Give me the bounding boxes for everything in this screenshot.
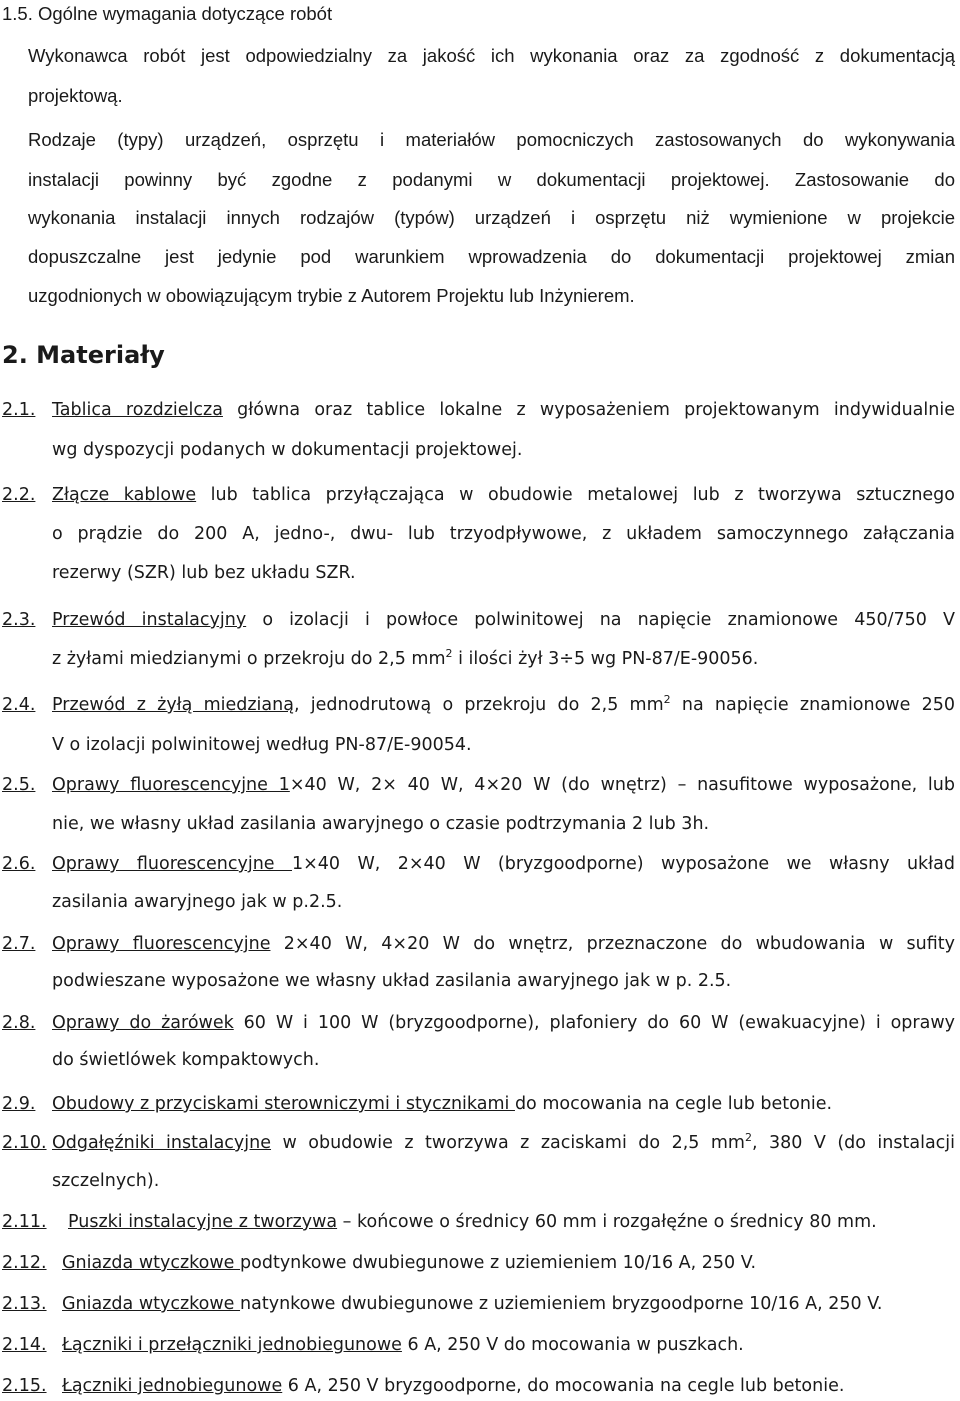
item-term: Łączniki i przełączniki jednobiegunowe — [62, 1335, 402, 1355]
item-text: , jednodrutową o przekroju do 2,5 mm — [293, 695, 664, 715]
item-number: 2.5. — [2, 775, 36, 795]
item-number: 2.12. — [2, 1253, 47, 1273]
item-text: z żyłami miedzianymi o przekroju do 2,5 mm — [52, 649, 446, 669]
item-term: Oprawy fluorescencyjne — [52, 854, 292, 874]
item-line-1 — [52, 398, 955, 422]
item-number: 2.7. — [2, 934, 36, 954]
item-text: 6 A, 250 V bryzgoodporne, do mocowania na cegle lub betonie. — [282, 1376, 845, 1396]
superscript: 2 — [663, 693, 671, 706]
intro-paragraph-2-line-2: instalacji powinny być zgodne z podanymi w dokumentacji projektowej. Zastosowanie do — [28, 169, 955, 190]
item-text: – końcowe o średnicy 60 mm i rozgałęźne o średnicy 80 mm. — [337, 1212, 877, 1232]
item-line-2: wg dyspozycji podanych w dokumentacji projektowej. — [52, 440, 523, 460]
item-text: 2×40 W, 4×20 W do wnętrz, przeznaczone do wbudowania w sufity — [270, 934, 956, 954]
item-line-1 — [52, 773, 955, 797]
item-term: Przewód z żyłą miedzianą — [52, 695, 294, 715]
item-number: 2.2. — [2, 485, 36, 505]
item-line-2: podwieszane wyposażone we własny układ zasilania awaryjnego jak w p. 2.5. — [52, 971, 732, 991]
item-line-1 — [52, 852, 955, 876]
item-number: 2.1. — [2, 400, 36, 420]
item-text: lub tablica przyłączająca w obudowie metalowej lub z tworzywa sztucznego — [196, 485, 955, 505]
item-line-1 — [52, 483, 955, 507]
item-number: 2.4. — [2, 695, 36, 715]
item-term: Oprawy fluorescencyjne — [52, 934, 271, 954]
item-text: i ilości żył 3÷5 wg PN-87/E-90056. — [452, 649, 759, 669]
item-line-1 — [62, 1374, 960, 1398]
superscript: 2 — [445, 647, 453, 660]
item-line-2: szczelnych). — [52, 1171, 160, 1191]
item-number: 2.10. — [2, 1133, 47, 1153]
item-number: 2.13. — [2, 1294, 47, 1314]
item-number: 2.9. — [2, 1094, 36, 1114]
materials-heading: 2. Materiały — [2, 341, 165, 369]
item-text: 1×40 W, 2×40 W (bryzgoodporne) wyposażone we własny układ — [291, 854, 955, 874]
item-line-1 — [52, 693, 955, 717]
item-line-1 — [52, 1131, 955, 1155]
item-line-2 — [52, 647, 955, 671]
intro-paragraph-2-line-4: dopuszczalne jest jedynie pod warunkiem wprowadzenia do dokumentacji projektowej zmian — [28, 246, 955, 267]
item-text: , 380 V (do instalacji — [751, 1133, 956, 1153]
item-line-3: rezerwy (SZR) lub bez układu SZR. — [52, 563, 356, 583]
item-text: 6 A, 250 V do mocowania w puszkach. — [401, 1335, 744, 1355]
item-text: w obudowie z tworzywa z zaciskami do 2,5 mm — [271, 1133, 745, 1153]
item-term: Przewód instalacyjny — [52, 610, 247, 630]
item-term: Gniazda wtyczkowe — [62, 1253, 241, 1273]
item-text: na napięcie znamionowe 250 — [670, 695, 956, 715]
item-number: 2.11. — [2, 1212, 47, 1232]
item-line-1 — [62, 1333, 960, 1357]
item-term: Gniazda wtyczkowe — [62, 1294, 241, 1314]
item-term: Tablica rozdzielcza — [52, 400, 223, 420]
item-line-2: nie, we własny układ zasilania awaryjnego o czasie podtrzymania 2 lub 3h. — [52, 814, 710, 834]
item-text: natynkowe dwubiegunowe z uziemieniem bryzgoodporne 10/16 A, 250 V. — [240, 1294, 883, 1314]
item-line-1 — [52, 1011, 955, 1035]
item-line-1 — [52, 608, 955, 632]
intro-paragraph-2-line-3: wykonania instalacji innych rodzajów (typów) urządzeń i osprzętu niż wymienione w projekcie — [28, 207, 955, 228]
superscript: 2 — [744, 1131, 752, 1144]
item-text: podtynkowe dwubiegunowe z uziemieniem 10/16 A, 250 V. — [240, 1253, 757, 1273]
item-line-1 — [52, 932, 955, 956]
item-number: 2.3. — [2, 610, 36, 630]
item-number: 2.8. — [2, 1013, 36, 1033]
item-line-1 — [62, 1292, 960, 1316]
item-term: Odgałęźniki instalacyjne — [52, 1133, 272, 1153]
intro-paragraph-1-line-2: projektową. — [28, 85, 123, 106]
item-number: 2.14. — [2, 1335, 47, 1355]
item-line-2: zasilania awaryjnego jak w p.2.5. — [52, 892, 343, 912]
item-line-2: do świetlówek kompaktowych. — [52, 1050, 320, 1070]
item-term: Oprawy do żarówek — [52, 1013, 234, 1033]
item-line-2: V o izolacji polwinitowej według PN-87/E-90054. — [52, 735, 472, 755]
section-heading: 1.5. Ogólne wymagania dotyczące robót — [2, 3, 333, 24]
item-number: 2.6. — [2, 854, 36, 874]
item-term: Puszki instalacyjne z tworzywa — [68, 1212, 338, 1232]
intro-paragraph-1-line-1: Wykonawca robót jest odpowiedzialny za jakość ich wykonania oraz za zgodność z dokumentacją — [28, 45, 955, 66]
item-line-1 — [68, 1210, 960, 1234]
intro-paragraph-2-line-5: uzgodnionych w obowiązującym trybie z Autorem Projektu lub Inżynierem. — [28, 285, 635, 306]
item-term: Oprawy fluorescencyjne 1 — [52, 775, 290, 795]
item-line-1 — [52, 1092, 955, 1116]
item-text: do mocowania na cegle lub betonie. — [514, 1094, 833, 1114]
item-text: główna oraz tablice lokalne z wyposażeniem projektowanym indywidualnie — [222, 400, 955, 420]
item-text: ×40 W, 2× 40 W, 4×20 W (do wnętrz) – nasufitowe wyposażone, lub — [289, 775, 955, 795]
item-line-1 — [62, 1251, 960, 1275]
item-text: o izolacji i powłoce polwinitowej na napięcie znamionowe 450/750 V — [246, 610, 955, 630]
item-text: 60 W i 100 W (bryzgoodporne), plafoniery do 60 W (ewakuacyjne) i oprawy — [233, 1013, 955, 1033]
item-number: 2.15. — [2, 1376, 47, 1396]
item-term: Obudowy z przyciskami sterowniczymi i stycznikami — [52, 1094, 515, 1114]
intro-paragraph-2-line-1: Rodzaje (typy) urządzeń, osprzętu i materiałów pomocniczych zastosowanych do wykonywania — [28, 129, 955, 150]
item-term: Złącze kablowe — [52, 485, 197, 505]
item-line-2: o prądzie do 200 A, jedno-, dwu- lub trzyodpływowe, z układem samoczynnego załączania — [52, 524, 955, 544]
item-term: Łączniki jednobiegunowe — [62, 1376, 283, 1396]
